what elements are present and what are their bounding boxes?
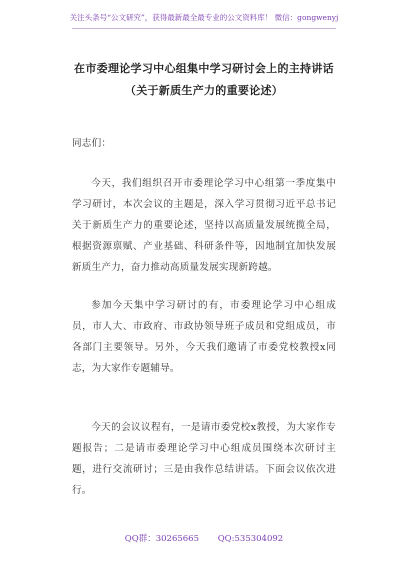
paragraph-opening: 今天，我们组织召开市委理论学习中心组第一季度集中学习研讨，本次会议的主题是，深入学习贯彻习近平总书记关于新质生产力的重要论述，坚持以高质量发展统揽全局，根据资源禀赋、产业基础、科研条件等，因地制宜加快发展新质生产力，奋力推动高质量发展实现新跨越。 <box>72 178 336 273</box>
footer-qq-group: QQ群：30265665 <box>124 534 199 544</box>
paragraph-agenda: 今天的会议议程有，一是请市委党校x教授，为大家作专题报告；二是请市委理论学习中心组成员围绕本次研讨主题，进行交流研讨；三是由我作总结讲话。下面会议依次进行。 <box>72 422 336 496</box>
header-divider <box>72 28 336 29</box>
footer-contact <box>0 533 408 545</box>
header-banner: 关注头条号“公文研究”，获得最新最全最专业的公文资料库！ 微信：gongwenyj <box>69 13 339 22</box>
paragraph-attendees: 参加今天集中学习研讨的有，市委理论学习中心组成员，市人大、市政府、市政协领导班子成员和党组成员，市各部门主要领导。另外，今天我们邀请了市委党校教授x同志，为大家作专题辅导。 <box>72 300 336 374</box>
footer-qq: QQ:535304092 <box>217 534 284 544</box>
document-title: 在市委理论学习中心组集中学习研讨会上的主持讲话（关于新质生产力的重要论述） <box>74 62 334 97</box>
salutation: 同志们： <box>72 138 112 149</box>
